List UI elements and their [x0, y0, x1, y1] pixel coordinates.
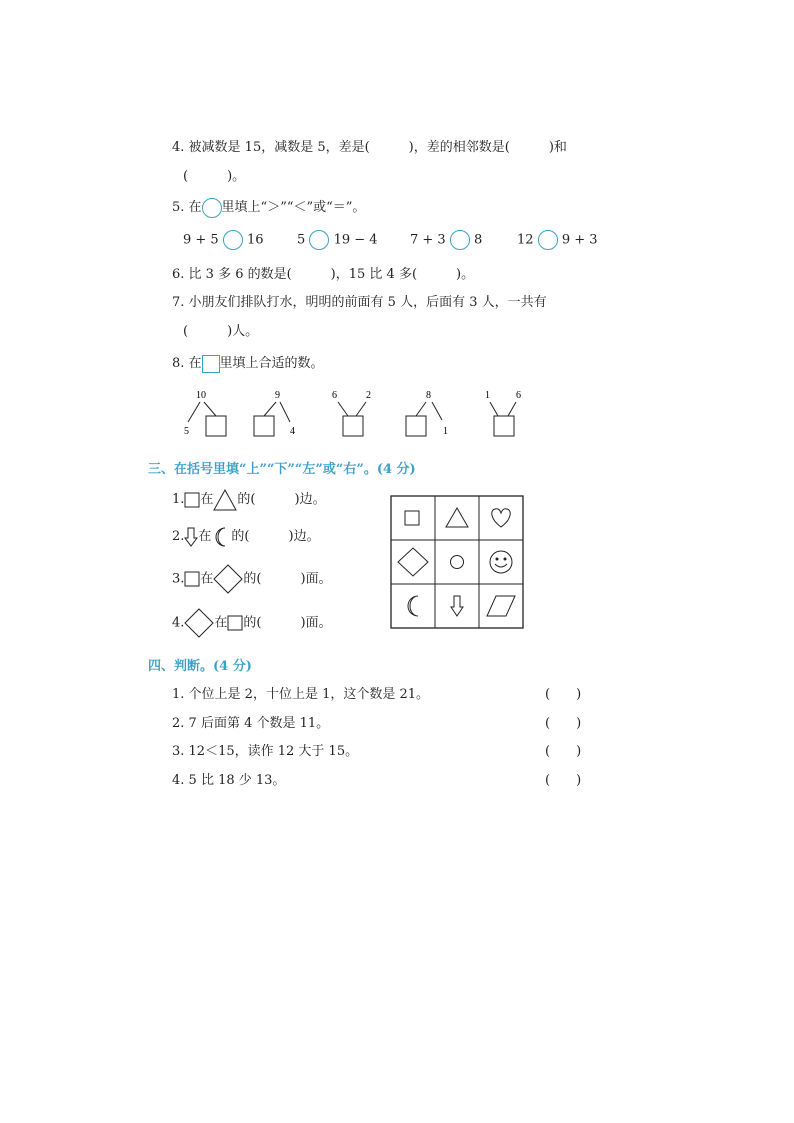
- square-blank-icon: [202, 355, 220, 373]
- heart-icon: [492, 509, 510, 527]
- diamond-icon: [184, 608, 214, 638]
- item-number: 1.: [172, 492, 185, 507]
- triangle-icon: [213, 489, 237, 511]
- section3-title: 三、在括号里填“上”“下”“左”或“右”。(4 分): [148, 462, 416, 477]
- tree3-topl: 6: [332, 390, 337, 401]
- q5-item-4: [517, 230, 598, 250]
- judge-answer-bracket[interactable]: ( ): [545, 687, 582, 702]
- section4-title: 四、判断。(4 分): [148, 659, 252, 674]
- compare-circle-input[interactable]: [223, 230, 243, 250]
- compare-circle-input[interactable]: [538, 230, 558, 250]
- answer-box[interactable]: [406, 416, 426, 436]
- down-arrow-icon: [451, 596, 463, 616]
- tree1-top: 10: [196, 390, 206, 401]
- item-number: 2.: [172, 529, 185, 544]
- q5-item-3: [410, 230, 482, 250]
- down-arrow-icon: [184, 527, 198, 547]
- item-number: 4.: [172, 615, 185, 631]
- q5-left: 5: [297, 232, 306, 248]
- s3-item-1: [172, 488, 326, 511]
- item-number: 3.: [172, 571, 185, 587]
- q4-line2: ( )。: [183, 169, 246, 184]
- q6: 6. 比 3 多 6 的数是( )，15 比 4 多( )。: [172, 267, 475, 282]
- square-icon: [405, 511, 419, 525]
- item-text-a: 在: [200, 492, 214, 507]
- moon-icon: [211, 526, 231, 548]
- s3-item-2: [172, 525, 320, 548]
- tree4-top: 8: [426, 390, 431, 401]
- judge-item-4: 4. 5 比 18 少 13。: [172, 773, 286, 788]
- smiley-icon: [490, 551, 512, 573]
- judge-item-2: 2. 7 后面第 4 个数是 11。: [172, 716, 330, 731]
- q5-right: 9 + 3: [561, 232, 598, 248]
- q8-instruction: [172, 352, 324, 373]
- circle-icon: [451, 556, 464, 569]
- tree1-left: 5: [184, 426, 189, 437]
- q5-item-1: [183, 230, 264, 250]
- tree4-right: 1: [443, 426, 448, 437]
- square-icon: [227, 615, 243, 631]
- triangle-icon: [446, 508, 468, 527]
- judge-item-1: 1. 个位上是 2，十位上是 1，这个数是 21。: [172, 687, 430, 702]
- judge-answer-bracket[interactable]: ( ): [545, 744, 582, 759]
- shape-grid: [390, 495, 525, 630]
- item-text-a: 在: [214, 615, 228, 631]
- judge-answer-bracket[interactable]: ( ): [545, 773, 582, 788]
- answer-box[interactable]: [254, 416, 274, 436]
- q5-item-2: [297, 230, 378, 250]
- diamond-icon: [213, 564, 243, 594]
- circle-blank-icon: [202, 198, 222, 218]
- q5-right: 16: [246, 232, 264, 248]
- item-text-a: 在: [198, 529, 212, 544]
- tree3-topr: 2: [366, 390, 371, 401]
- parallelogram-icon: [487, 596, 515, 616]
- item-text-b: 的( )边。: [237, 492, 326, 507]
- item-text-a: 在: [200, 571, 214, 587]
- item-text-b: 的( )边。: [231, 529, 320, 544]
- item-text-b: 的( )面。: [243, 571, 332, 587]
- q8-prefix: 8. 在: [172, 356, 202, 371]
- q5-left: 9 + 5: [183, 232, 219, 248]
- q5-prefix: 5. 在: [172, 200, 202, 215]
- judge-answer-bracket[interactable]: ( ): [545, 716, 582, 731]
- number-bond-trees: [180, 384, 540, 444]
- moon-icon: [408, 596, 418, 616]
- tree2-right: 4: [290, 426, 295, 437]
- q4-line1: 4. 被减数是 15，减数是 5，差是( )，差的相邻数是( )和: [172, 140, 567, 155]
- q7-line1: 7. 小朋友们排队打水，明明的前面有 5 人，后面有 3 人，一共有: [172, 295, 547, 310]
- compare-circle-input[interactable]: [450, 230, 470, 250]
- item-text-b: 的( )面。: [243, 615, 332, 631]
- s3-item-3: [172, 564, 332, 594]
- diamond-icon: [398, 548, 428, 576]
- answer-box[interactable]: [494, 416, 514, 436]
- judge-item-3: 3. 12＜15，读作 12 大于 15。: [172, 744, 359, 759]
- compare-circle-input[interactable]: [309, 230, 329, 250]
- square-icon: [184, 492, 200, 508]
- answer-box[interactable]: [206, 416, 226, 436]
- q5-instruction: [172, 196, 365, 218]
- q5-suffix: 里填上“＞”“＜”或“＝”。: [221, 200, 366, 215]
- tree5-topr: 6: [516, 390, 521, 401]
- tree5-topl: 1: [485, 390, 490, 401]
- square-icon: [184, 571, 200, 587]
- q8-suffix: 里填上合适的数。: [219, 356, 324, 371]
- q7-line2: ( )人。: [183, 324, 259, 339]
- s3-item-4: [172, 608, 332, 638]
- tree2-top: 9: [275, 390, 280, 401]
- q5-right: 19 − 4: [333, 232, 378, 248]
- q5-left: 7 + 3: [410, 232, 446, 248]
- q5-right: 8: [473, 232, 483, 248]
- q5-left: 12: [517, 232, 534, 248]
- answer-box[interactable]: [343, 416, 363, 436]
